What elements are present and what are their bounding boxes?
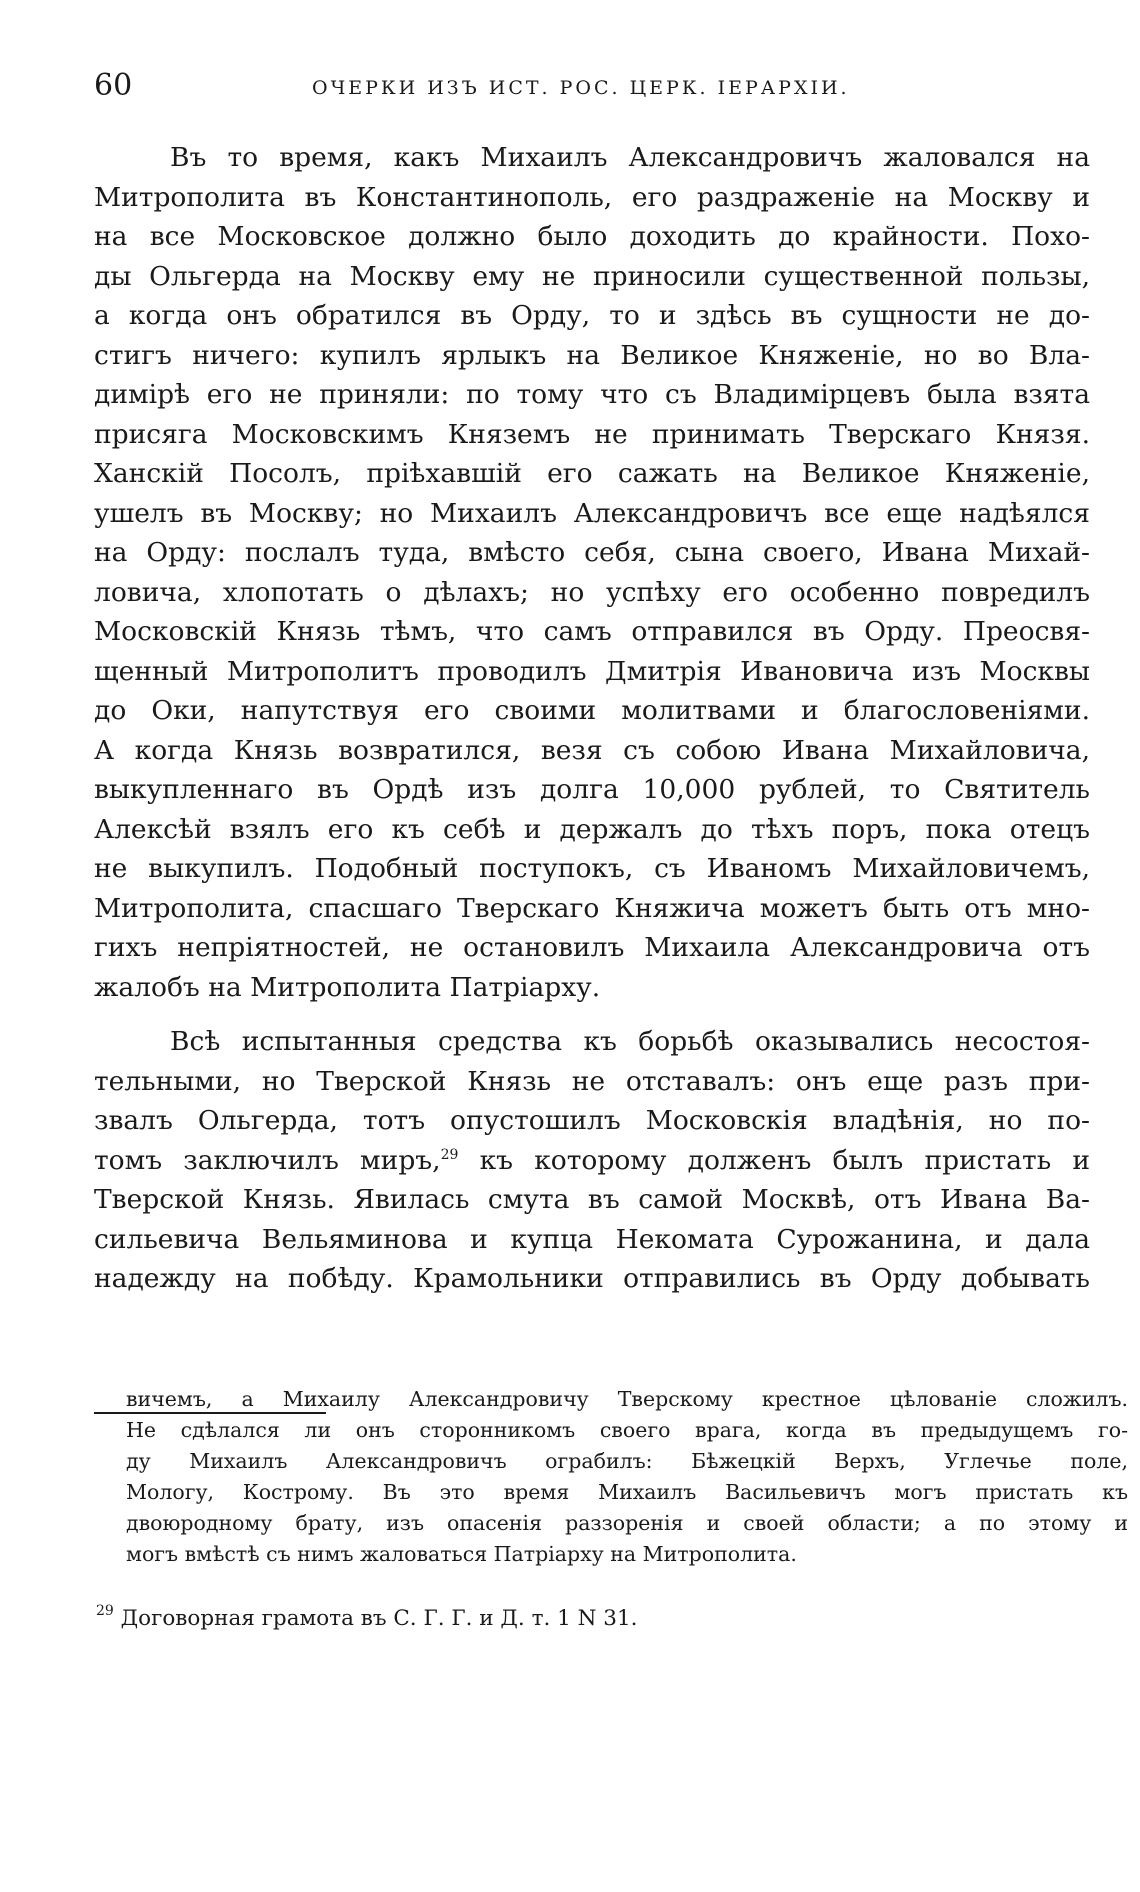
text-line: присяга Московскимъ Княземъ не принимать Тверскаго Князя.	[94, 418, 1090, 450]
footnote-line: ду Михаилъ Александровичъ ограбилъ: Бѣжецкій Верхъ, Углечье поле,	[126, 1449, 1128, 1473]
footnote-continuation	[126, 1384, 1128, 1570]
text-line-with-footnote-ref	[94, 1141, 1090, 1181]
footnote-ref-29: 29	[440, 1146, 459, 1163]
page-header	[94, 66, 1140, 106]
text-line: а когда онъ обратился въ Орду, то и здѣсь въ сущности не до-	[94, 300, 1090, 331]
text-line: ушелъ въ Москву; но Михаилъ Александровичъ все еще надѣялся	[94, 497, 1090, 529]
text-line: на все Московское должно было доходить до крайности. Похо-	[94, 221, 1090, 252]
text-line: звалъ Ольгерда, тотъ опустошилъ Московскія владѣнія, но по-	[94, 1105, 1090, 1136]
text-line: выкупленнаго въ Ордѣ изъ долга 10,000 рублей, то Святитель	[94, 774, 1090, 805]
page-number: 60	[94, 68, 133, 103]
footnote-line: вичемъ, а Михаилу Александровичу Тверскому крестное цѣлованіе сложилъ.	[126, 1387, 1128, 1411]
text-line: ловича, хлопотать о дѣлахъ; но успѣху его особенно повредилъ	[94, 576, 1090, 608]
text-segment: къ которому долженъ былъ пристать и	[479, 1144, 1090, 1176]
text-line: надежду на побѣду. Крамольники отправились въ Орду добывать	[94, 1263, 1090, 1294]
text-line: Митрополита, спасшаго Тверскаго Княжича можетъ быть отъ мно-	[94, 892, 1090, 924]
text-line: Въ то время, какъ Михаилъ Александровичъ жаловался на	[170, 142, 1090, 173]
footnote-line: могъ вмѣстѣ съ нимъ жаловаться Патріарху на Митрополита.	[126, 1542, 797, 1566]
text-line: гихъ непріятностей, не остановилъ Михаила Александровича отъ	[94, 932, 1090, 963]
text-line: тельными, но Тверской Князь не отставалъ: онъ еще разъ при-	[94, 1065, 1090, 1097]
footnote-text: Договорная грамота въ С. Г. Г. и Д. т. 1 N 31.	[120, 1606, 638, 1631]
footnote-line: двоюродному брату, изъ опасенія раззоренія и своей области; а по этому и	[126, 1511, 1128, 1535]
footnote-marker: 29	[96, 1603, 114, 1619]
text-line: Митрополита въ Константинополь, его раздраженіе на Москву и	[94, 181, 1090, 213]
text-line: на Орду: послалъ туда, вмѣсто себя, сына своего, Ивана Михай-	[94, 537, 1090, 568]
footnote-line: Мологу, Кострому. Въ это время Михаилъ Васильевичъ могъ пристать къ	[126, 1480, 1128, 1504]
text-line: димірѣ его не приняли: по тому что съ Владимірцевъ была взята	[94, 379, 1090, 410]
text-line: А когда Князь возвратился, везя съ собою Ивана Михайловича,	[94, 734, 1090, 766]
text-line: Тверской Князь. Явилась смута въ самой Москвѣ, отъ Ивана Ва-	[94, 1184, 1090, 1215]
footnote-line	[96, 1603, 1098, 1634]
footnote-29	[96, 1603, 1098, 1634]
text-line: стигъ ничего: купилъ ярлыкъ на Великое Княженіе, но во Вла-	[94, 339, 1090, 371]
text-line: щенный Митрополитъ проводилъ Дмитрія Ивановича изъ Москвы	[94, 655, 1090, 687]
paragraph-2	[94, 1022, 1090, 1299]
text-line: не выкупилъ. Подобный поступокъ, съ Иваномъ Михайловичемъ,	[94, 853, 1090, 884]
text-line: Ханскій Посолъ, пріѣхавшій его сажать на Великое Княженіе,	[94, 458, 1090, 489]
text-line: Алексѣй взялъ его къ себѣ и держалъ до тѣхъ поръ, пока отецъ	[94, 813, 1090, 845]
text-line: Московскій Князь тѣмъ, что самъ отправился въ Орду. Преосвя-	[94, 616, 1090, 647]
footnote-line: Не сдѣлался ли онъ сторонникомъ своего врага, когда въ предыдущемъ го-	[126, 1418, 1128, 1442]
text-line: ды Ольгерда на Москву ему не приносили существенной пользы,	[94, 260, 1090, 292]
text-line: Всѣ испытанныя средства къ борьбѣ оказывались несостоя-	[170, 1026, 1090, 1057]
text-line: сильевича Вельяминова и купца Некомата Сурожанина, и дала	[94, 1223, 1090, 1255]
running-head: ОЧЕРКИ ИЗЪ ИСТ. РОС. ЦЕРК. IЕРАРХIИ.	[312, 77, 850, 99]
text-segment: томъ заключилъ миръ,	[94, 1144, 441, 1176]
paragraph-1	[94, 138, 1090, 1007]
text-line: жалобъ на Митрополита Патріарху.	[94, 971, 601, 1003]
text-line: до Оки, напутствуя его своими молитвами и благословеніями.	[94, 695, 1090, 726]
